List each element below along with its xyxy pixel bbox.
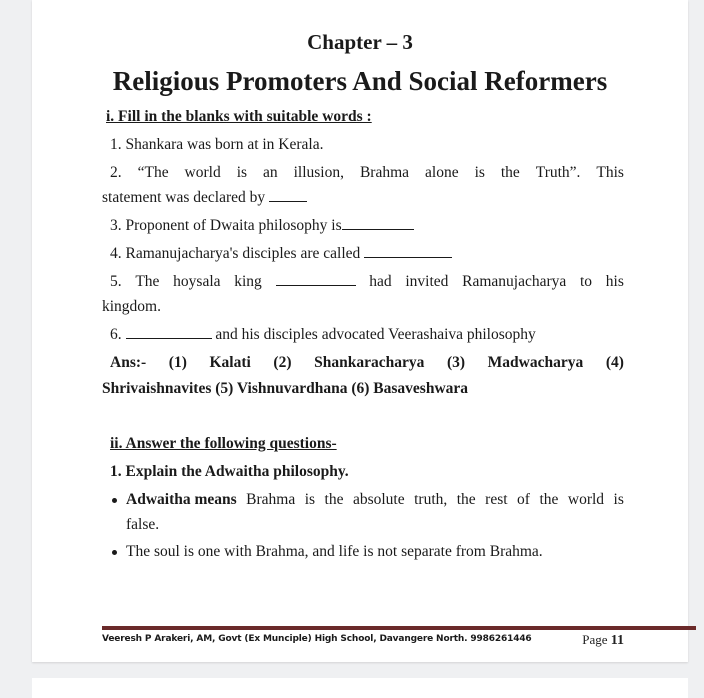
blank-line [276, 273, 356, 286]
fill-blank-item-3-text: 3. Proponent of Dwaita philosophy is [110, 217, 342, 234]
word: “The [137, 164, 169, 181]
word: illusion, [293, 164, 344, 181]
fill-blank-item-6-number: 6. [110, 326, 122, 343]
section-heading-answer-questions: ii. Answer the following questions- [110, 435, 337, 452]
fill-blank-item-2-line2 [102, 189, 307, 207]
word: truth, [414, 491, 448, 508]
footer-author: Veeresh P Arakeri, AM, Govt (Ex Munciple) High School, Davangere North. 9986261446 [102, 634, 532, 644]
word: Ans:- [110, 354, 147, 371]
word: rest [485, 491, 508, 508]
answer-key-line2: Shrivaishnavites (5) Vishnuvardhana (6) Basaveshwara [102, 380, 469, 397]
page-number-value: 11 [610, 633, 624, 648]
section-heading-fill-blanks: i. Fill in the blanks with suitable words : [106, 108, 372, 125]
bold-term: Adwaitha means [126, 491, 237, 508]
word: (1) [168, 354, 187, 371]
word: Madwacharya [487, 354, 584, 371]
question-1: 1. Explain the Adwaitha philosophy. [110, 463, 349, 480]
blank-line [364, 245, 452, 258]
fill-blank-item-6-text: and his disciples advocated Veerashaiva philosophy [215, 326, 536, 343]
bullet-icon [112, 498, 117, 503]
next-document-page [32, 678, 688, 698]
word: had [369, 273, 392, 290]
word: is [236, 164, 248, 181]
fill-blank-item-5-line2: kingdom. [102, 298, 161, 315]
word: absolute [352, 491, 405, 508]
word: (3) [446, 354, 466, 371]
word: 2. [110, 164, 122, 181]
word: is [474, 164, 485, 181]
fill-blank-item-6 [110, 326, 536, 344]
page-title: Religious Promoters And Social Reformers [112, 66, 608, 96]
word: (4) [605, 354, 624, 371]
word: of [517, 491, 530, 508]
word: 5. [110, 273, 122, 290]
word: the [324, 491, 344, 508]
answer-bullet-2: The soul is one with Brahma, and life is not separate from Brahma. [126, 543, 543, 560]
blank-line [126, 326, 212, 339]
word: alone [425, 164, 459, 181]
footer-rule [102, 626, 696, 630]
page-number [582, 632, 624, 649]
word: The [135, 273, 160, 290]
fill-blank-item-5-line1 [110, 273, 624, 291]
word: is [613, 491, 624, 508]
bullet-icon [112, 550, 117, 555]
word: to [580, 273, 593, 290]
page-label: Page [582, 632, 608, 647]
word: Ramanujacharya [462, 273, 567, 290]
word: an [263, 164, 278, 181]
fill-blank-item-3 [110, 217, 414, 235]
document-page [32, 0, 688, 662]
word: This [596, 164, 624, 181]
chapter-heading: Chapter – 3 [307, 30, 413, 54]
fill-blank-item-1: 1. Shankara was born at in Kerala. [110, 136, 324, 153]
word: invited [405, 273, 449, 290]
fill-blank-item-2-text: statement was declared by [102, 189, 266, 206]
word: Brahma [246, 491, 296, 508]
blank-line [269, 189, 307, 202]
word: (2) [273, 354, 292, 371]
word: Kalati [209, 354, 251, 371]
answer-bullet-1-line1 [126, 491, 624, 509]
word: Shankaracharya [314, 354, 425, 371]
word: the [500, 164, 520, 181]
word: the [456, 491, 476, 508]
word: world [567, 491, 605, 508]
answer-key-line1 [110, 354, 624, 372]
word: hoysala [173, 273, 221, 290]
blank-line [342, 217, 414, 230]
word: world [184, 164, 221, 181]
answer-bullet-1-line2: false. [126, 516, 160, 533]
word: king [234, 273, 262, 290]
fill-blank-item-4 [110, 245, 452, 263]
word: the [539, 491, 559, 508]
word: his [605, 273, 624, 290]
fill-blank-item-2-line1 [110, 164, 624, 182]
word: is [304, 491, 316, 508]
fill-blank-item-4-text: 4. Ramanujacharya's disciples are called [110, 245, 361, 262]
word: Truth”. [535, 164, 581, 181]
word: Brahma [359, 164, 410, 181]
